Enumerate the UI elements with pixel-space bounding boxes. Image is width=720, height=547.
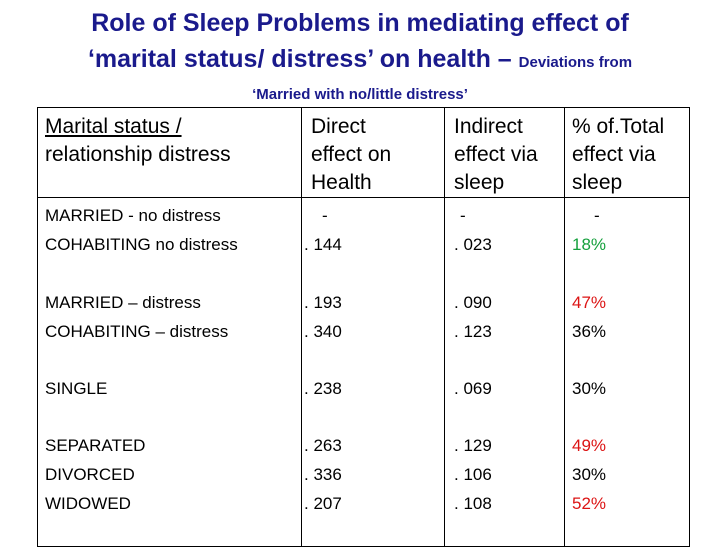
column-divider-1 <box>301 108 302 546</box>
row-group-separated-indirect <box>454 431 492 518</box>
row-label: COHABITING no distress <box>45 235 238 254</box>
direct-value: . 336 <box>304 465 342 484</box>
pct-value: 18% <box>572 235 607 254</box>
row-label: WIDOWED <box>45 494 131 513</box>
row-single-pct <box>572 374 606 403</box>
indirect-value: . 108 <box>454 494 492 513</box>
indirect-value: . 090 <box>454 293 492 312</box>
title-line-2-suffix: Deviations from <box>518 54 633 71</box>
row-label: DIVORCED <box>45 465 135 484</box>
header-col4-line1: % of.Total <box>572 115 665 138</box>
indirect-value: . 106 <box>454 465 492 484</box>
header-col4-line3: sleep <box>572 171 623 194</box>
header-col4-line2: effect via <box>572 143 656 166</box>
title-line-2-main: ‘marital status/ distress’ on health – <box>87 45 512 73</box>
pct-value: 30% <box>572 465 607 484</box>
header-col1-line1: Marital status / <box>45 115 182 138</box>
row-group-no-distress-indirect-2 <box>454 230 492 259</box>
header-percent-total <box>572 113 664 197</box>
direct-value: . 263 <box>304 436 342 455</box>
row-group-no-distress-labels <box>45 201 238 259</box>
row-group-no-distress-indirect <box>460 201 466 230</box>
row-label: MARRIED - no distress <box>45 206 221 225</box>
title-line-3: ‘Married with no/little distress’ <box>252 86 468 103</box>
header-col3-line2: effect via <box>454 143 538 166</box>
row-group-separated-direct <box>304 431 342 518</box>
slide-title <box>0 8 720 104</box>
row-group-no-distress-pct <box>594 201 600 230</box>
header-col2-line1: Direct <box>311 115 366 138</box>
pct-value: 47% <box>572 293 607 312</box>
row-group-distress-direct <box>304 288 342 346</box>
row-label: MARRIED – distress <box>45 293 201 312</box>
direct-value: . 144 <box>304 235 342 254</box>
column-divider-2 <box>444 108 445 546</box>
row-group-no-distress-direct <box>322 201 328 230</box>
pct-value: - <box>594 206 600 225</box>
direct-value: . 193 <box>304 293 342 312</box>
direct-value: . 340 <box>304 322 342 341</box>
row-single-direct <box>304 374 342 403</box>
indirect-value: . 129 <box>454 436 492 455</box>
row-label: SEPARATED <box>45 436 146 455</box>
direct-value: . 238 <box>304 379 342 398</box>
header-col3-line3: sleep <box>454 171 505 194</box>
indirect-value: . 023 <box>454 235 492 254</box>
indirect-value: - <box>460 206 466 225</box>
header-col3-line1: Indirect <box>454 115 523 138</box>
header-col2-line2: effect on <box>311 143 392 166</box>
title-line-1: Role of Sleep Problems in mediating effect of <box>91 9 629 37</box>
row-group-no-distress-pct-2 <box>572 230 606 259</box>
header-col2-line3: Health <box>311 171 372 194</box>
row-group-no-distress-direct-2 <box>304 230 342 259</box>
header-marital-status <box>45 113 231 169</box>
direct-value: - <box>322 206 328 225</box>
header-col1-line2: relationship distress <box>45 143 231 166</box>
row-label: SINGLE <box>45 379 108 398</box>
indirect-value: . 069 <box>454 379 492 398</box>
row-single-indirect <box>454 374 492 403</box>
pct-value: 49% <box>572 436 607 455</box>
row-single-label <box>45 374 107 403</box>
pct-value: 36% <box>572 322 607 341</box>
row-group-separated-pct <box>572 431 606 518</box>
row-group-distress-pct <box>572 288 606 346</box>
row-group-separated-labels <box>45 431 145 518</box>
header-divider <box>38 197 689 198</box>
indirect-value: . 123 <box>454 322 492 341</box>
results-table <box>37 107 690 547</box>
title-line-2 <box>0 44 720 78</box>
pct-value: 52% <box>572 494 607 513</box>
header-direct-effect <box>311 113 391 197</box>
pct-value: 30% <box>572 379 607 398</box>
column-divider-3 <box>564 108 565 546</box>
row-label: COHABITING – distress <box>45 322 229 341</box>
direct-value: . 207 <box>304 494 342 513</box>
row-group-distress-labels <box>45 288 228 346</box>
row-group-distress-indirect <box>454 288 492 346</box>
header-indirect-effect <box>454 113 538 197</box>
